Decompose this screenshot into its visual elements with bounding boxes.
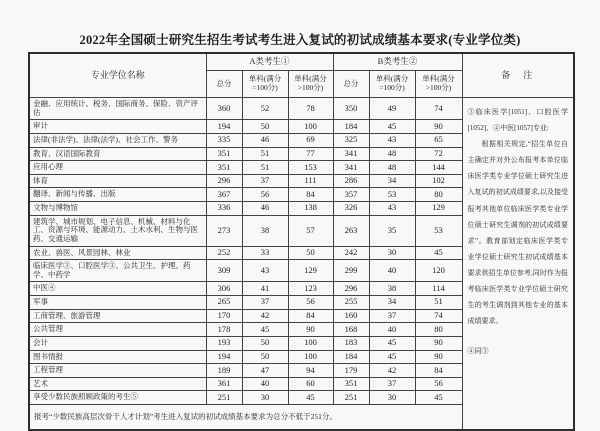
score-cell: 90 [415,120,462,134]
degree-name-cell: 艺术 [29,377,206,391]
header-b-total: 总分 [333,71,369,98]
score-cell: 255 [333,296,369,310]
score-cell: 84 [288,188,333,202]
score-cell: 153 [288,161,333,175]
score-cell: 160 [333,309,369,323]
score-cell: 51 [242,161,288,175]
score-cell: 123 [288,282,333,296]
score-cell: 77 [288,147,333,161]
score-cell: 50 [242,336,288,350]
score-cell: 351 [333,377,369,391]
score-cell: 351 [206,161,242,175]
score-cell: 90 [288,323,333,337]
header-a-total: 总分 [206,71,242,98]
score-cell: 360 [206,98,242,120]
score-cell: 53 [369,188,415,202]
score-cell: 49 [369,98,415,120]
score-cell: 30 [369,391,415,405]
score-cell: 74 [415,309,462,323]
score-cell: 194 [206,120,242,134]
score-cell: 350 [333,98,369,120]
score-cell: 194 [206,350,242,364]
score-cell: 37 [242,174,288,188]
score-cell: 43 [369,133,415,147]
degree-name-cell: 体育 [29,174,206,188]
score-cell: 114 [415,282,462,296]
remarks-line: ④同③ [467,347,489,356]
score-cell: 111 [288,174,333,188]
degree-name-cell: 翻译、新闻与传播、出版 [29,188,206,202]
score-cell: 47 [242,364,288,378]
header-group-b: B类考生② [333,53,462,71]
score-cell: 78 [288,98,333,120]
score-cell: 37 [242,296,288,310]
score-cell: 34 [369,174,415,188]
score-cell: 184 [333,120,369,134]
degree-name-cell: 工程管理 [29,364,206,378]
score-cell: 183 [333,336,369,350]
score-cell: 325 [333,133,369,147]
degree-name-cell: 临床医学③、口腔医学③、公共卫生、护理、药学、中药学 [29,260,206,282]
score-cell: 43 [242,260,288,282]
score-cell: 90 [415,350,462,364]
header-degree-name: 专业学位名称 [29,53,206,98]
score-cell: 37 [369,377,415,391]
score-table-body [29,98,574,431]
degree-name-cell: 建筑学、城市规划、电子信息、机械、材料与化工、资源与环境、能源动力、土木水利、生物与医药、交通运输 [29,215,206,246]
score-cell: 341 [333,161,369,175]
score-cell: 40 [369,260,415,282]
page-title: 2022年全国硕士研究生招生考试考生进入复试的初试成绩基本要求(专业学位类) [79,33,521,47]
score-cell: 38 [369,282,415,296]
degree-name-cell: 法律(非法学)、法律(法学)、社会工作、警务 [29,133,206,147]
score-cell: 102 [415,174,462,188]
score-cell: 40 [242,377,288,391]
score-cell: 296 [206,174,242,188]
score-cell: 51 [415,296,462,310]
score-cell: 100 [288,336,333,350]
score-cell: 37 [369,309,415,323]
score-cell: 361 [206,377,242,391]
degree-name-cell: 农业、兽医、风景园林、林业 [29,246,206,260]
score-table-container [28,52,573,431]
score-cell: 69 [288,133,333,147]
score-cell: 42 [242,309,288,323]
score-cell: 45 [369,336,415,350]
score-cell: 52 [242,98,288,120]
score-cell: 34 [369,296,415,310]
score-cell: 46 [242,202,288,216]
score-cell: 56 [242,188,288,202]
score-cell: 90 [415,336,462,350]
score-cell: 56 [415,377,462,391]
score-cell: 129 [288,260,333,282]
score-cell: 50 [242,350,288,364]
score-cell: 60 [288,377,333,391]
score-cell: 351 [206,147,242,161]
score-cell: 306 [206,282,242,296]
score-cell: 178 [206,323,242,337]
score-cell: 84 [288,309,333,323]
header-b-subgt100: 单科(满分>100分) [415,71,462,98]
header-b-sub100: 单科(满分=100分) [369,71,415,98]
score-cell: 144 [415,161,462,175]
degree-name-cell: 会计 [29,336,206,350]
score-cell: 50 [242,120,288,134]
score-cell: 50 [288,246,333,260]
score-cell: 168 [333,323,369,337]
degree-name-cell: 金融、应用统计、税务、国际商务、保险、资产评估 [29,98,206,120]
score-cell: 335 [206,133,242,147]
score-cell: 265 [206,296,242,310]
score-cell: 189 [206,364,242,378]
score-cell: 170 [206,309,242,323]
score-cell: 367 [206,188,242,202]
degree-name-cell: 审计 [29,120,206,134]
degree-name-cell: 工商管理、旅游管理 [29,309,206,323]
score-cell: 45 [415,391,462,405]
degree-name-cell: 文物与博物馆 [29,202,206,216]
score-cell: 273 [206,215,242,246]
score-cell: 41 [242,282,288,296]
score-cell: 65 [415,133,462,147]
score-cell: 56 [288,296,333,310]
score-cell: 45 [369,120,415,134]
score-cell: 296 [333,282,369,296]
score-cell: 38 [242,215,288,246]
score-cell: 42 [369,364,415,378]
score-cell: 341 [333,147,369,161]
score-cell: 193 [206,336,242,350]
remarks-line: 根据相关规定,“招生单位自主确定并对外公布报考本单位临床医学类专业学位硕士研究生进入复试的初试成绩要求,以及接受报考其他单位临床医学类专业学位硕士研究生调剂的初试成绩要求”。教育部划定临床医学类专业学位硕士研究生初试成绩基本要求供招生单位参考,同时作为报考临床医学类专业学位硕士研究生的考生调剂到其他专业的基本成绩要求。 [467,140,568,326]
header-a-sub100: 单科(满分=100分) [242,71,288,98]
header-group-a: A类考生① [206,53,333,71]
score-cell: 94 [288,364,333,378]
score-cell: 184 [333,350,369,364]
score-cell: 84 [415,364,462,378]
score-cell: 309 [206,260,242,282]
score-cell: 40 [369,323,415,337]
table-row [29,98,574,120]
degree-name-cell: 图书情报 [29,350,206,364]
degree-name-cell: 中医④ [29,282,206,296]
table-header [29,53,574,98]
score-cell: 299 [333,260,369,282]
header-remarks: 备 注 [462,53,574,98]
score-cell: 138 [288,202,333,216]
score-cell: 252 [206,246,242,260]
score-cell: 357 [333,188,369,202]
remarks-line: ③临床医学[1051]、口腔医学[1052]、④中医[1057]专业: [467,108,568,133]
score-cell: 336 [206,202,242,216]
score-cell: 45 [242,323,288,337]
degree-name-cell: 公共管理 [29,323,206,337]
score-cell: 53 [415,215,462,246]
degree-name-cell: 军事 [29,296,206,310]
score-cell: 179 [333,364,369,378]
score-cell: 251 [206,391,242,405]
score-cell: 251 [333,391,369,405]
score-cell: 51 [242,147,288,161]
score-cell: 30 [242,391,288,405]
score-table [28,52,575,431]
score-cell: 80 [415,188,462,202]
score-cell: 242 [333,246,369,260]
footnote-text: 报考“少数民族高层次骨干人才计划”考生进入复试的初试成绩基本要求为总分不低于251分。 [29,405,462,431]
degree-name-cell: 教育、汉语国际教育 [29,147,206,161]
score-cell: 120 [415,260,462,282]
score-cell: 286 [333,174,369,188]
score-cell: 129 [415,202,462,216]
degree-name-cell: 享受少数民族照顾政策的考生⑤ [29,391,206,405]
degree-name-cell: 应用心理 [29,161,206,175]
score-cell: 45 [288,391,333,405]
score-cell: 263 [333,215,369,246]
score-cell: 100 [288,120,333,134]
score-cell: 72 [415,147,462,161]
score-cell: 80 [415,323,462,337]
score-cell: 33 [242,246,288,260]
score-cell: 48 [369,161,415,175]
score-cell: 43 [369,202,415,216]
score-cell: 30 [369,246,415,260]
score-cell: 48 [369,147,415,161]
score-cell: 326 [333,202,369,216]
score-cell: 45 [415,246,462,260]
score-cell: 100 [288,350,333,364]
score-cell: 45 [369,350,415,364]
remarks-cell [462,98,574,431]
score-cell: 35 [369,215,415,246]
score-cell: 46 [242,133,288,147]
header-a-subgt100: 单科(满分>100分) [288,71,333,98]
score-cell: 57 [288,215,333,246]
score-cell: 74 [415,98,462,120]
